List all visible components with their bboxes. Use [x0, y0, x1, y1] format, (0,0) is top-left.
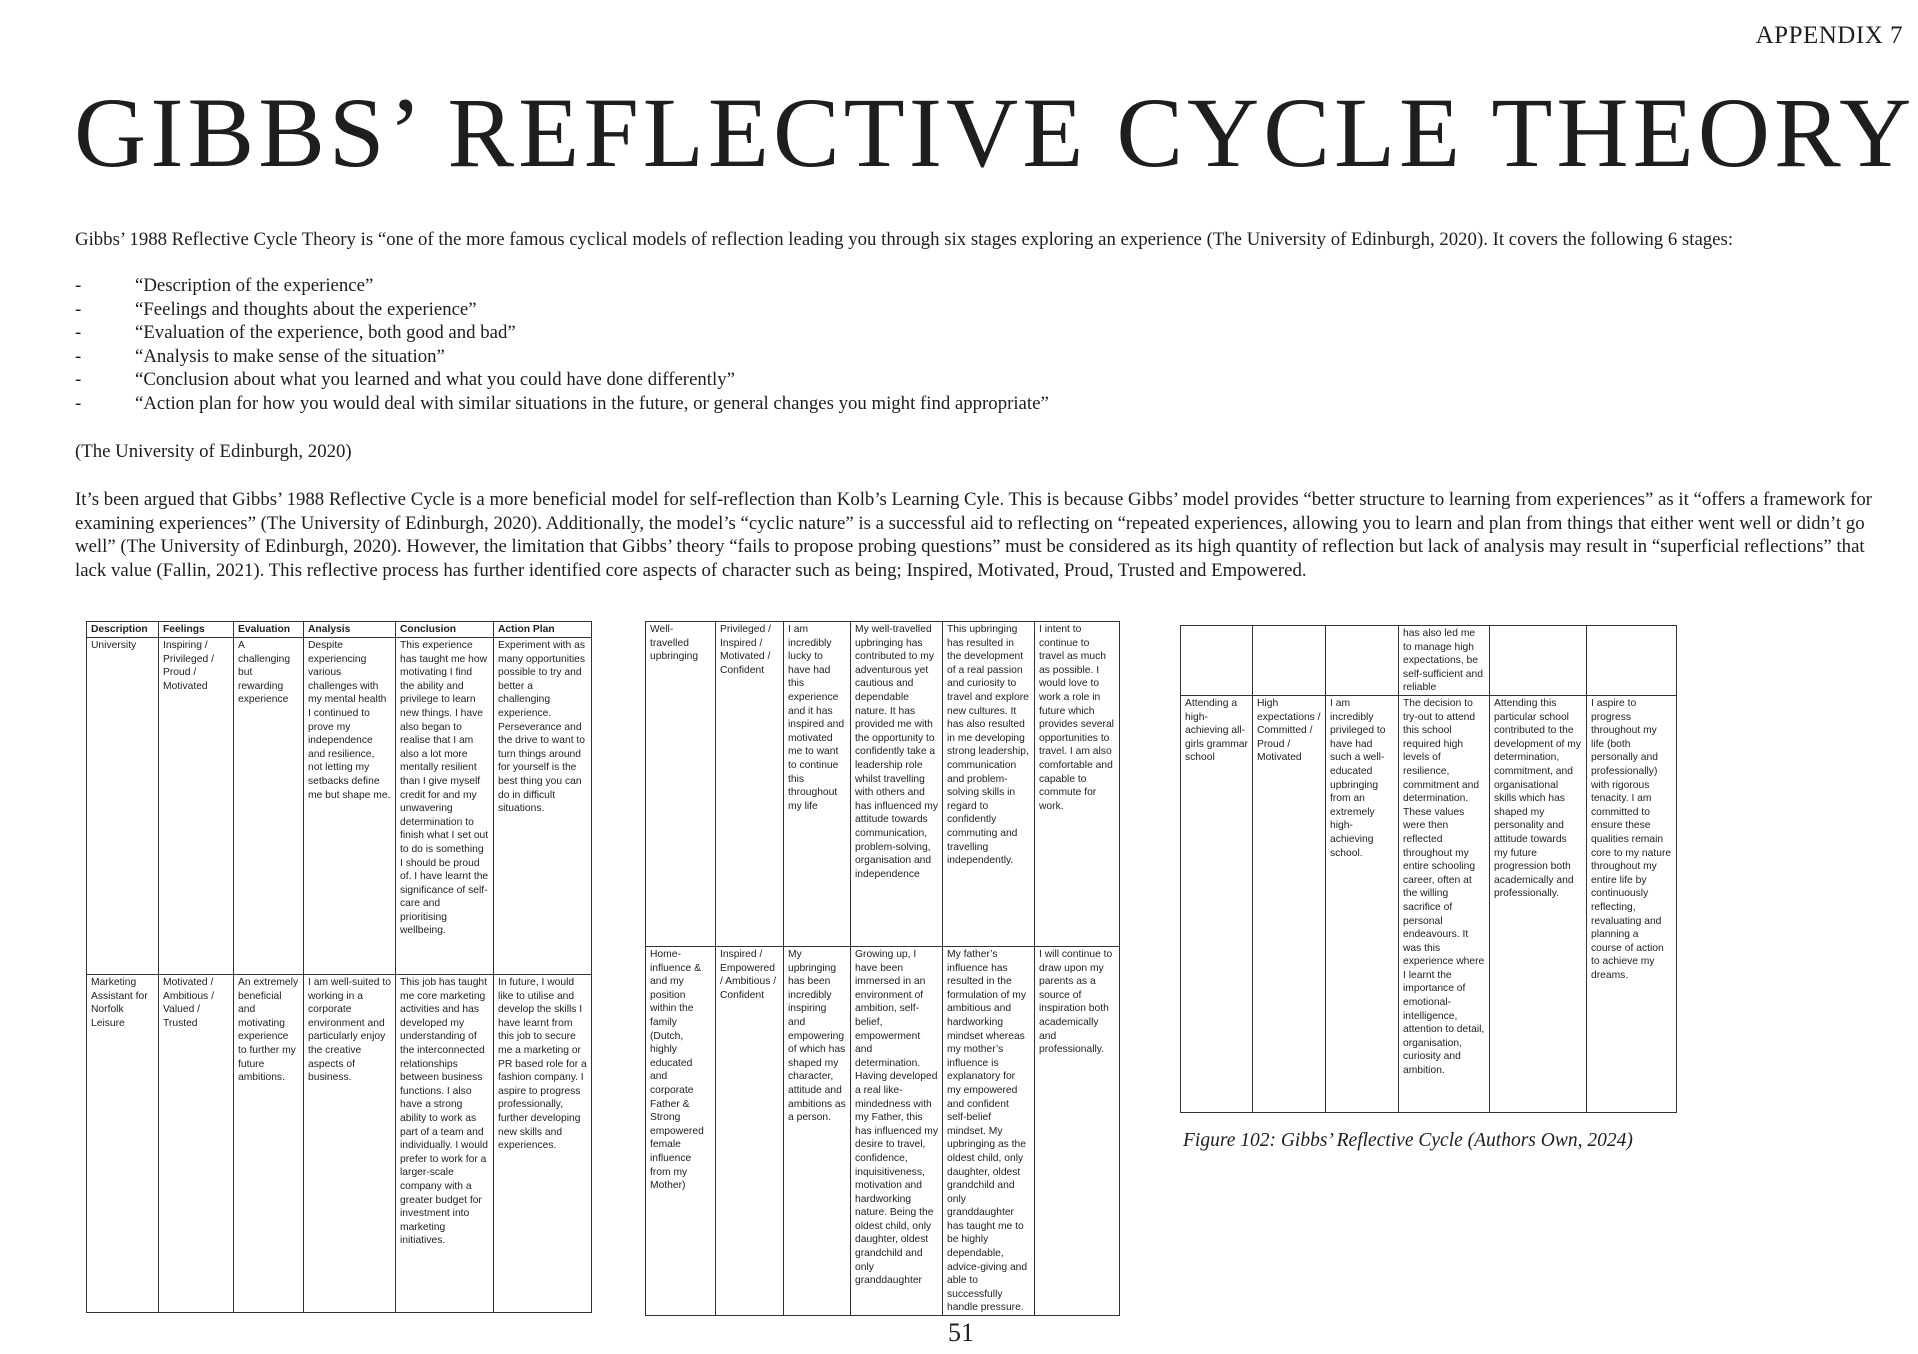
reflection-table-3: [1180, 625, 1677, 1113]
intro-paragraph: Gibbs’ 1988 Reflective Cycle Theory is “one of the more famous cyclical models of reflection leading you through six stages exploring an experience (The University of Edinburgh, 2020). It covers the following 6 stages:: [75, 229, 1734, 250]
table-cell: This job has taught me core marketing activities and has developed my understanding of the interconnected relationships between business functions. I also have a strong ability to work as part of a team and individually. I would prefer to work for a larger-scale company with a greater budget for investment into marketing initiatives.: [396, 975, 494, 1313]
table-cell: An extremely beneficial and motivating experience to further my future ambitions.: [234, 975, 304, 1313]
table-cell: [1490, 626, 1587, 696]
table-cell: [1587, 626, 1677, 696]
table-cell: [1181, 626, 1253, 696]
list-dash: -: [75, 392, 82, 414]
table-cell: Home-influence & and my position within the family (Dutch, highly educated and corporate Father & Strong empowered female influence from my Mother): [646, 947, 716, 1316]
table-cell: Despite experiencing various challenges with my mental health I continued to prove my independence and resilience, not letting my setbacks define me but shape me.: [304, 638, 396, 975]
table-cell: has also led me to manage high expectations, be self-sufficient and reliable: [1399, 626, 1490, 696]
table-cell: My father’s influence has resulted in the formulation of my ambitious and hardworking mindset whereas my mother’s influence is explanatory for my empowered and confident self-belief mindset. My upbringing as the oldest child, only daughter, oldest grandchild and only granddaughter has taught me to be highly dependable, advice-giving and able to successfully handle pressure.: [943, 947, 1035, 1316]
stage-text: “Description of the experience”: [135, 275, 374, 296]
table-cell: A challenging but rewarding experience: [234, 638, 304, 975]
table-row: [87, 638, 592, 975]
list-item: [75, 368, 1875, 392]
table-cell: In future, I would like to utilise and develop the skills I have learnt from this job to secure me a marketing or PR based role for a fashion company. I aspire to progress professionally, further developing new skills and experiences.: [494, 975, 592, 1313]
table-cell: [1253, 626, 1326, 696]
table-cell: High expectations / Committed / Proud / Motivated: [1253, 696, 1326, 1113]
column-header: Evaluation: [234, 622, 304, 638]
column-header: Description: [87, 622, 159, 638]
page-number: 51: [948, 1318, 974, 1347]
list-dash: -: [75, 369, 82, 391]
table-cell: Growing up, I have been immersed in an environment of ambition, self-belief, empowerment and determination. Having developed a real like-mindedness with my Father, this has influenced my desire to travel, confidence, inquisitiveness, motivation and hardworking nature. Being the oldest child, only daughter, oldest grandchild and only granddaughter: [851, 947, 943, 1316]
stage-text: “Conclusion about what you learned and what you could have done differently”: [135, 369, 735, 391]
table-cell: Marketing Assistant for Norfolk Leisure: [87, 975, 159, 1313]
table-cell: I am incredibly lucky to have had this experience and it has inspired and motivated me to want to continue this throughout my life: [784, 622, 851, 947]
table-cell: University: [87, 638, 159, 975]
table-cell: Experiment with as many opportunities possible to try and better a challenging experience. Perseverance and the drive to want to turn things around for yourself is the best thing you can do in difficult situations.: [494, 638, 592, 975]
paragraph-text: It’s been argued that Gibbs’ 1988 Reflective Cycle is a more beneficial model for self-reflection than Kolb’s Learning Cyle. This is because Gibbs’ model provides “better structure to learning from experiences” as it “offers a framework for examining experiences” (The University of Edinburgh, 2020). Additionally, the model’s “cyclic nature” is a successful aid to reflecting on “repeated experiences, allowing you to learn and plan from things that either went well or didn’t go well” (The University of Edinburgh, 2020). However, the limitation that Gibbs’ theory “fails to propose probing questions” must be considered as its high quantity of reflection but lack of analysis may result in “superficial reflections” that lack value (Fallin, 2021). This reflective process has further identified core aspects of character such as being; Inspired, Motivated, Proud, Trusted and Empowered.: [75, 489, 1872, 581]
citation: (The University of Edinburgh, 2020): [75, 441, 352, 462]
table-cell: Attending this particular school contributed to the development of my determination, commitment, and organisational skills which has shaped my personality and attitude towards my future progression both academically and professionally.: [1490, 696, 1587, 1113]
table-cell: I am well-suited to working in a corporate environment and particularly enjoy the creative aspects of business.: [304, 975, 396, 1313]
stage-text: “Evaluation of the experience, both good and bad”: [135, 322, 516, 344]
table-row: [87, 975, 592, 1313]
table-cell: I intent to continue to travel as much as possible. I would love to work a role in future which provides several opportunities to travel. I am also comfortable and capable to commute for work.: [1035, 622, 1120, 947]
table-header-row: [87, 622, 592, 638]
table-cell: This experience has taught me how motivating I find the ability and privilege to learn new things. I have also began to realise that I am also a lot more mentally resilient than I give myself credit for and my unwavering determination to finish what I set out to do is something I should be proud of. I have learnt the significance of self-care and prioritising wellbeing.: [396, 638, 494, 975]
stage-text: “Feelings and thoughts about the experience”: [135, 298, 477, 320]
table-cell: Privileged / Inspired / Motivated / Confident: [716, 622, 784, 947]
table-row: [646, 622, 1120, 947]
list-dash: -: [75, 322, 82, 344]
table-row: [646, 947, 1120, 1316]
table-cell: Inspired / Empowered / Ambitious / Confident: [716, 947, 784, 1316]
table-cell: Attending a high-achieving all-girls grammar school: [1181, 696, 1253, 1113]
stage-text: “Action plan for how you would deal with similar situations in the future, or general changes you might find appropriate”: [135, 392, 1049, 414]
list-item: [75, 274, 1875, 298]
appendix-label: APPENDIX 7: [1755, 22, 1903, 49]
table-cell: I aspire to progress throughout my life (both personally and professionally) with rigorous tenacity. I am committed to ensure these qualities remain core to my nature throughout my entire life by continuously reflecting, revaluating and planning a course of action to achieve my dreams.: [1587, 696, 1677, 1113]
table-cell: I will continue to draw upon my parents as a source of inspiration both academically and professionally.: [1035, 947, 1120, 1316]
list-item: [75, 298, 1875, 322]
list-dash: -: [75, 345, 82, 367]
column-header: Feelings: [159, 622, 234, 638]
list-item: [75, 321, 1875, 345]
table-cell: My well-travelled upbringing has contributed to my adventurous yet cautious and dependable nature. It has provided me with the opportunity to confidently take a leadership role whilst travelling with others and has influenced my attitude towards communication, problem-solving, organisation and independence: [851, 622, 943, 947]
column-header: Action Plan: [494, 622, 592, 638]
stages-list: [75, 274, 1875, 416]
table-cell: Motivated / Ambitious / Valued / Trusted: [159, 975, 234, 1313]
column-header: Conclusion: [396, 622, 494, 638]
stage-text: “Analysis to make sense of the situation”: [135, 345, 445, 367]
list-item: [75, 345, 1875, 369]
table-row: [1181, 696, 1677, 1113]
column-header: Analysis: [304, 622, 396, 638]
page-title: GIBBS’ REFLECTIVE CYCLE THEORY: [74, 77, 1916, 188]
table-cell: This upbringing has resulted in the development of a real passion and curiosity to travel and explore new cultures. It has also resulted in me developing strong leadership, communication and problem-solving skills in regard to confidently commuting and travelling independently.: [943, 622, 1035, 947]
table-cell: I am incredibly privileged to have had such a well-educated upbringing from an extremely high-achieving school.: [1326, 696, 1399, 1113]
reflection-table-1: [86, 621, 592, 1313]
list-dash: -: [75, 275, 82, 296]
reflection-table-2: [645, 621, 1120, 1316]
table-cell: Well-travelled upbringing: [646, 622, 716, 947]
table-cell: [1326, 626, 1399, 696]
figure-caption: Figure 102: Gibbs’ Reflective Cycle (Authors Own, 2024): [1183, 1130, 1633, 1151]
table-row: [1181, 626, 1677, 696]
body-paragraph: [75, 488, 1875, 582]
list-item: [75, 392, 1875, 416]
table-cell: My upbringing has been incredibly inspiring and empowering of which has shaped my character, attitude and ambitions as a person.: [784, 947, 851, 1316]
list-dash: -: [75, 298, 82, 320]
table-cell: Inspiring / Privileged / Proud / Motivated: [159, 638, 234, 975]
table-cell: The decision to try-out to attend this school required high levels of resilience, commitment and determination. These values were then reflected throughout my entire schooling career, often at the willing sacrifice of personal endeavours. It was this experience where I learnt the importance of emotional-intelligence, attention to detail, organisation, curiosity and ambition.: [1399, 696, 1490, 1113]
